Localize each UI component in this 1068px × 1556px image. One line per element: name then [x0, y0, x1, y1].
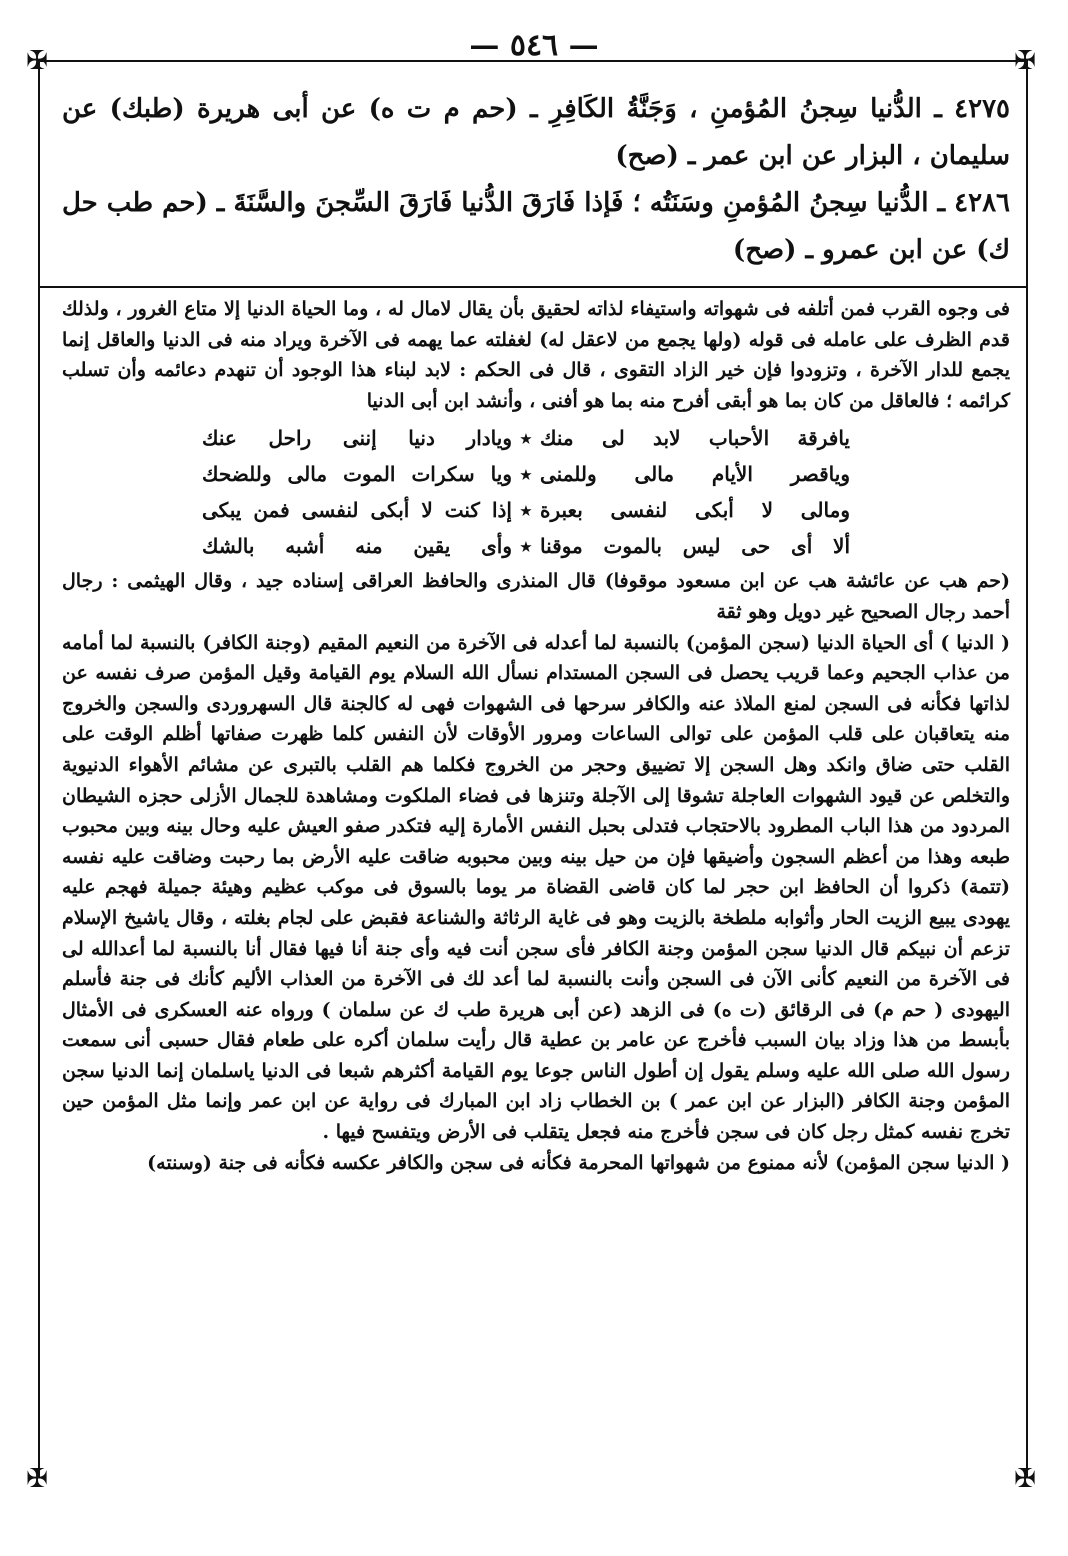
commentary-paragraph: ( الدنيا سجن المؤمن) لأنه ممنوع من شهواتها المحرمة فكأنه فى سجن والكافر عكسه فكأنه فى جنة (وسنته) [147, 1151, 1010, 1174]
verse-second-hemistich: إذا كنت لا أبكى لنفسى فمن يبكى [202, 498, 512, 523]
commentary-paragraph: فى وجوه القرب فمن أتلفه فى شهواته واستيفاء لذاته لحقيق بأن يقال لامال له ، وما الحياة الدنيا إلا متاع الغرور ، ولذلك قدم الظرف على عامله فى قوله (ولها يجمع من لاعقل له) لغفلته عما يهمه فى الآخرة ويراد منه فى الدنيا والعاقل إنما يجمع للدار الآخرة ، وتزودوا فإن خير الزاد التقوى ، قال فى الحكم : لابد لبناء هذا الوجود أن تنهدم دعائمه وأن تسلب كرائمه ؛ فالعاقل من كان بما هو أبقى أفرح منه بما هو أفنى ، وأنشد ابن أبى الدنيا [62, 298, 1010, 412]
verse-separator-icon: ٭ [520, 534, 532, 559]
corner-ornament-icon: ✠ [1014, 1464, 1036, 1494]
corner-ornament-icon: ✠ [26, 46, 48, 76]
hadith-text: ٤٢٨٦ ـ الدُّنيا سِجنُ المُؤمنِ وسَنَتُه ؛ فَإذا فَارَقَ الدُّنيا فَارَقَ السِّجنَ والسَّنَةَ ـ (حم طب حل ك) عن ابن عمرو ـ (صح) [61, 188, 1010, 265]
verse-separator-icon: ٭ [520, 498, 532, 523]
verse-first-hemistich: ألا أى حى ليس بالموت موقنا [540, 534, 850, 559]
hadith-section [62, 86, 1010, 274]
poem-verse [62, 456, 850, 492]
commentary-paragraph: (حم هب عن عائشة هب عن ابن مسعود موقوفا) قال المنذرى والحافظ العراقى إسناده جيد ، وقال الهيثمى : رجال أحمد رجال الصحيح غير دويل وهو ثقة [62, 570, 1010, 623]
hadith-text: ٤٢٧٥ ـ الدُّنيا سِجنُ المُؤمنِ ، وَجَنَّةُ الكَافِرِ ـ (حم م ت ه) عن أبى هريرة (طبك) عن سليمان ، البزار عن ابن عمر ـ (صح) [62, 94, 1010, 171]
poem-verse [62, 528, 850, 564]
poem-verse [62, 492, 850, 528]
corner-ornament-icon: ✠ [1014, 46, 1036, 76]
page-number: — ٥٤٦ — [469, 28, 599, 63]
verse-first-hemistich: يافرقة الأحباب لابد لى منك [540, 426, 850, 451]
corner-ornament-icon: ✠ [26, 1464, 48, 1494]
verse-second-hemistich: ويادار دنيا إننى راحل عنك [202, 426, 512, 451]
verse-separator-icon: ٭ [520, 462, 532, 487]
verse-second-hemistich: ويا سكرات الموت مالى وللضحك [202, 462, 512, 487]
commentary-paragraph: ( الدنيا ) أى الحياة الدنيا (سجن المؤمن) بالنسبة لما أعدله فى الآخرة من النعيم المقيم (وجنة الكافر) بالنسبة لما أمامه من عذاب الجحيم وعما قريب يحصل فى السجن المستدام نسأل الله السلام يوم القيامة وقيل المؤمن صرف نفسه عن لذاتها فكأنه فى السجن لمنع الملاذ عنه والكافر سرحها فى الشهوات فهى له كالجنة قال السهروردى والسجن والخروج منه يتعاقبان على قلب المؤمن على توالى الساعات ومرور الأوقات لأن النفس كلما ظهرت صفاتها أظلم الوقت على القلب حتى ضاق وانكد وهل السجن إلا تضييق وحجر من الخروج فكلما هم القلب بالتبرى عن مشائم الأهواء الدنيوية والتخلص عن قيود الشهوات العاجلة تشوقا إلى الآجلة وتنزها فى فضاء الملكوت ومشاهدة للجمال الأزلى حجزه الشيطان المردود من هذا الباب المطرود بالاحتجاب فتدلى بحبل النفس الأمارة إليه فتكدر صفو العيش عليه وحال بينه وبين محبوب طبعه وهذا من أعظم السجون وأضيقها فإن من حيل بينه وبين محبوبه ضاقت عليه الأرض بما رحبت وضاقت عليه نفسه (تتمة) ذكروا أن الحافظ ابن حجر لما كان قاضى القضاة مر يوما بالسوق فى موكب عظيم وهيئة جميلة فهجم عليه يهودى يبيع الزيت الحار وأثوابه ملطخة بالزيت وهو فى غاية الرثاثة والشناعة فقبض على لجام بغلته ، وقال ياشيخ الإسلام تزعم أن نبيكم قال الدنيا سجن المؤمن وجنة الكافر فأى سجن أنت فيه وأى جنة أنا فيها فقال أنا بالنسبة لما أعدالله لى فى الآخرة من النعيم كأنى الآن فى السجن وأنت بالنسبة لما أعد لك فى الآخرة من العذاب الأليم كأنك فى جنة فأسلم اليهودى ( حم م) فى الرقائق (ت ه) فى الزهد (عن أبى هريرة طب ك عن سلمان ) ورواه عنه العسكرى فى الأمثال بأبسط من هذا وزاد بيان السبب فأخرج عن عامر بن عطية قال رأيت سلمان أكره على طعام فقال حسبى أنى سمعت رسول الله صلى الله عليه وسلم يقول إن أطول الناس جوعا يوم القيامة أكثرهم شبعا فى الدنيا ياسلمان إنما الدنيا سجن المؤمن وجنة الكافر (البزار عن ابن عمر ) بن الخطاب زاد ابن المبارك فى رواية عن ابن عمر وإنما مثل المؤمن حين تخرج نفسه كمثل رجل كان فى سجن فأخرج منه فجعل يتقلب فى الأرض ويتفسح فيها . [62, 631, 1010, 1144]
section-divider [40, 286, 1026, 288]
verse-second-hemistich: وأى يقين منه أشبه بالشك [202, 534, 512, 559]
verse-separator-icon: ٭ [520, 426, 532, 451]
commentary-section [62, 294, 1010, 1178]
verse-first-hemistich: ومالى لا أبكى لنفسى بعبرة [540, 498, 850, 523]
verse-first-hemistich: وياقصر الأيام مالى وللمنى [540, 462, 850, 487]
hadith-entry [62, 180, 1010, 274]
hadith-entry [62, 86, 1010, 180]
poem-verse [62, 420, 850, 456]
poem [62, 420, 1010, 564]
